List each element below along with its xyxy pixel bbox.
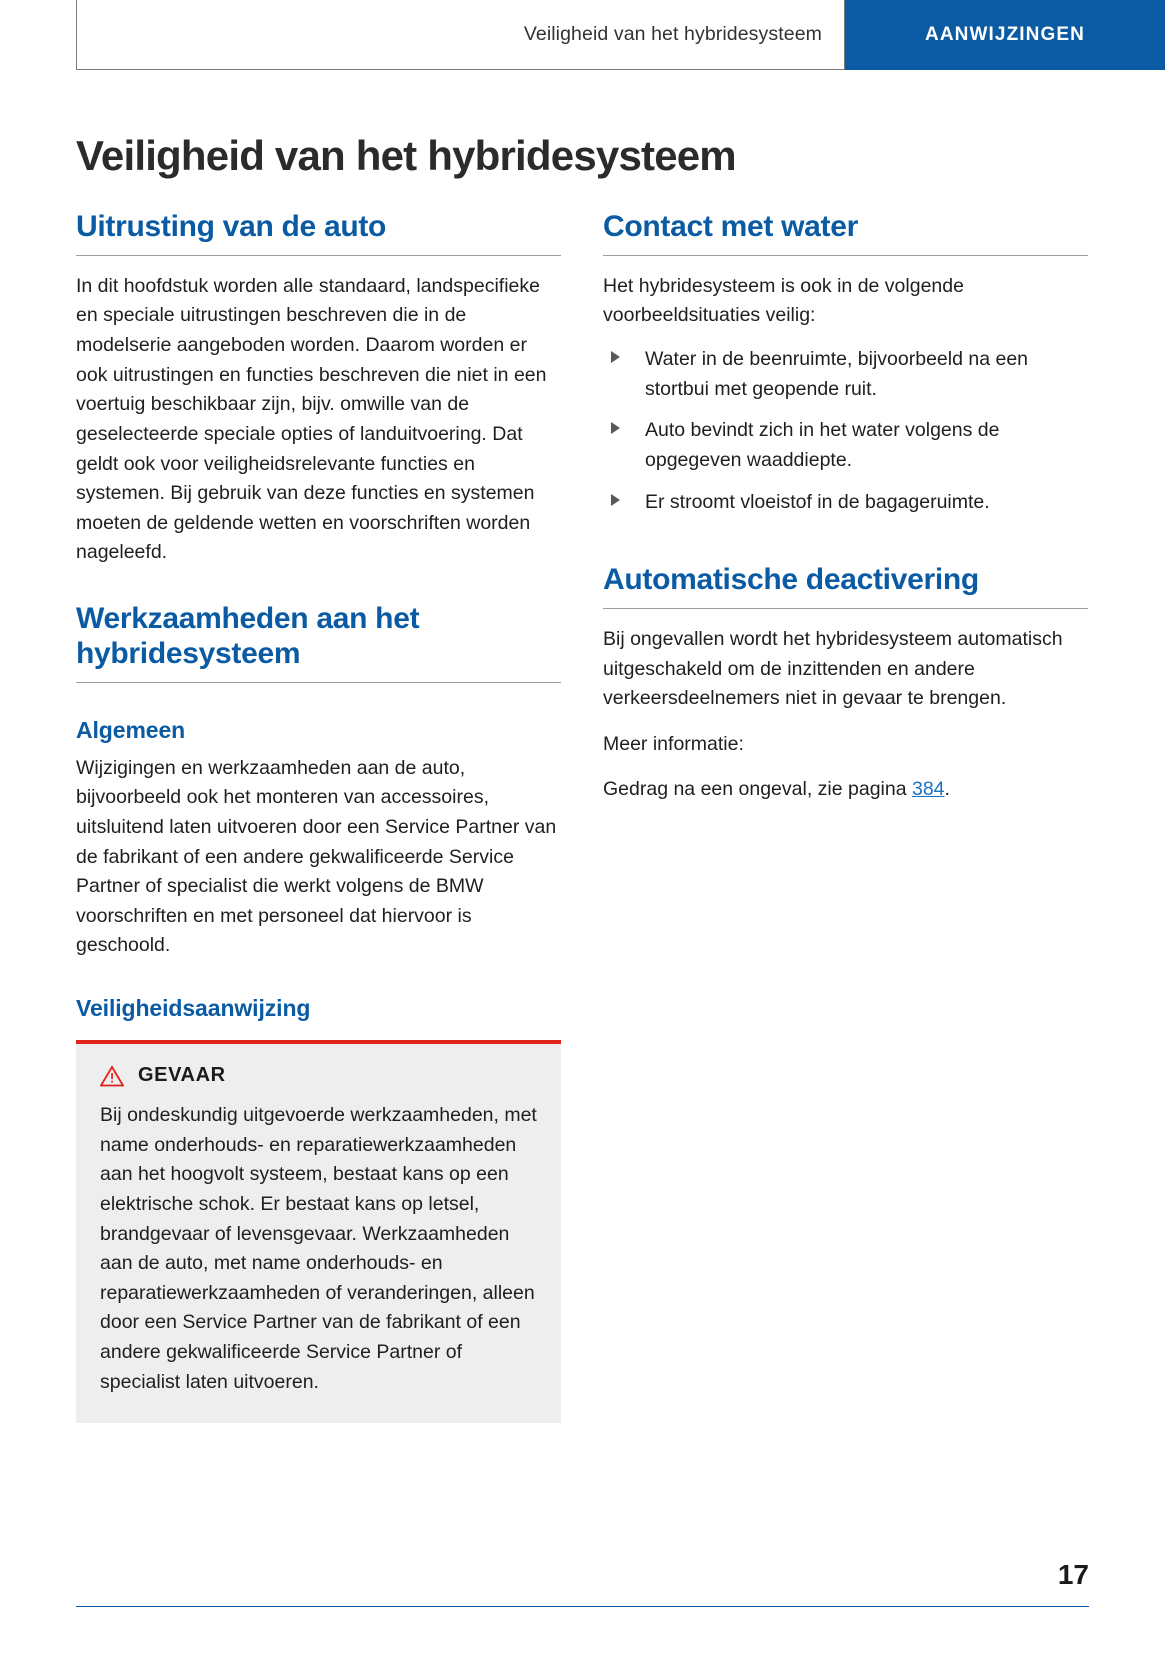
page-header xyxy=(76,0,1165,70)
bullet-list-contact xyxy=(603,345,1088,517)
page-reference-link[interactable]: 384 xyxy=(911,778,945,801)
cross-reference-prefix: Gedrag na een ongeval, zie pagina xyxy=(603,778,912,801)
footer-divider xyxy=(76,1606,1089,1607)
list-item xyxy=(603,416,1088,475)
paragraph-contact-intro: Het hybridesysteem is ook in de volgende voorbeeldsituaties veilig: xyxy=(603,274,964,327)
paragraph-uitrusting: In dit hoofdstuk worden alle standaard, landspecifieke en speciale uitrustingen beschreven die in de modelserie aangeboden worden. Daarom worden er ook uitrustingen en functies beschreven die niet in een voertuig beschikbaar zijn, bijv. omwille van de geselecteerde speciale opties of landuitvoering. Dat geldt ook voor veiligheidsrelevante functies en systemen. Bij gebruik van deze functies en systemen moeten de geldende wetten en voorschriften worden nageleefd. xyxy=(76,274,547,564)
paragraph-algemeen: Wijzigingen en werkzaamheden aan de auto, bijvoorbeeld ook het monteren van accessoires, uitsluitend laten uitvoeren door een Service Partner van de fabrikant of een andere gekwalificeerde Service Partner of specialist die werkt volgens de BMW voorschriften en met personeel dat hiervoor is geschoold. xyxy=(76,756,557,957)
cross-reference xyxy=(603,775,1088,805)
list-item-text: Auto bevindt zich in het water volgens de opgegeven waaddiepte. xyxy=(645,419,1000,471)
right-column xyxy=(603,210,1088,1423)
section-heading-automatische-deactivering: Automatische deactivering xyxy=(603,563,1088,609)
list-item xyxy=(603,488,1088,518)
warning-triangle-icon xyxy=(100,1065,124,1087)
running-title-box xyxy=(76,0,845,70)
page-title: Veiligheid van het hybridesysteem xyxy=(76,132,736,180)
page-number: 17 xyxy=(1057,1559,1089,1590)
warning-text: Bij ondeskundig uitgevoerde werkzaamheden, met name onderhouds- en reparatiewerkzaamheden aan het hoogvolt systeem, bestaat kans op een elektrische schok. Er bestaat kans op letsel, brandgevaar of levensgevaar. Werkzaamheden aan de auto, met name onderhouds- en reparatiewerkzaamheden of veranderingen, alleen door een Service Partner van de fabrikant of een andere gekwalificeerde Service Partner of specialist laten uitvoeren. xyxy=(100,1104,537,1393)
triangle-bullet-icon xyxy=(611,494,620,506)
paragraph-automatische-deactivering: Bij ongevallen wordt het hybridesysteem automatisch uitgeschakeld om de inzittenden en andere verkeersdeelnemers niet in gevaar te brengen. xyxy=(603,627,1063,710)
left-column xyxy=(76,210,561,1423)
triangle-bullet-icon xyxy=(611,351,620,363)
warning-label: GEVAAR xyxy=(138,1064,226,1087)
subheading-algemeen: Algemeen xyxy=(76,716,186,743)
running-title: Veiligheid van het hybridesysteem xyxy=(523,23,822,45)
content-columns xyxy=(76,210,1089,1423)
section-heading-contact-met-water: Contact met water xyxy=(603,210,1088,256)
chapter-tab xyxy=(845,0,1165,70)
chapter-tab-label: AANWIJZINGEN xyxy=(925,24,1085,45)
warning-box xyxy=(76,1040,561,1423)
warning-header xyxy=(100,1064,537,1087)
list-item-text: Water in de beenruimte, bijvoorbeeld na een stortbui met geopende ruit. xyxy=(645,348,1029,400)
cross-reference-suffix: . xyxy=(944,778,950,801)
section-heading-werkzaamheden: Werkzaamheden aan het hybridesysteem xyxy=(76,602,561,683)
list-item-text: Er stroomt vloeistof in de bagageruimte. xyxy=(645,490,990,513)
list-item xyxy=(603,345,1088,404)
triangle-bullet-icon xyxy=(611,422,620,434)
subheading-veiligheidsaanwijzing: Veiligheidsaanwijzing xyxy=(76,995,311,1022)
more-info-label: Meer informatie: xyxy=(603,732,744,755)
section-heading-uitrusting: Uitrusting van de auto xyxy=(76,210,561,256)
